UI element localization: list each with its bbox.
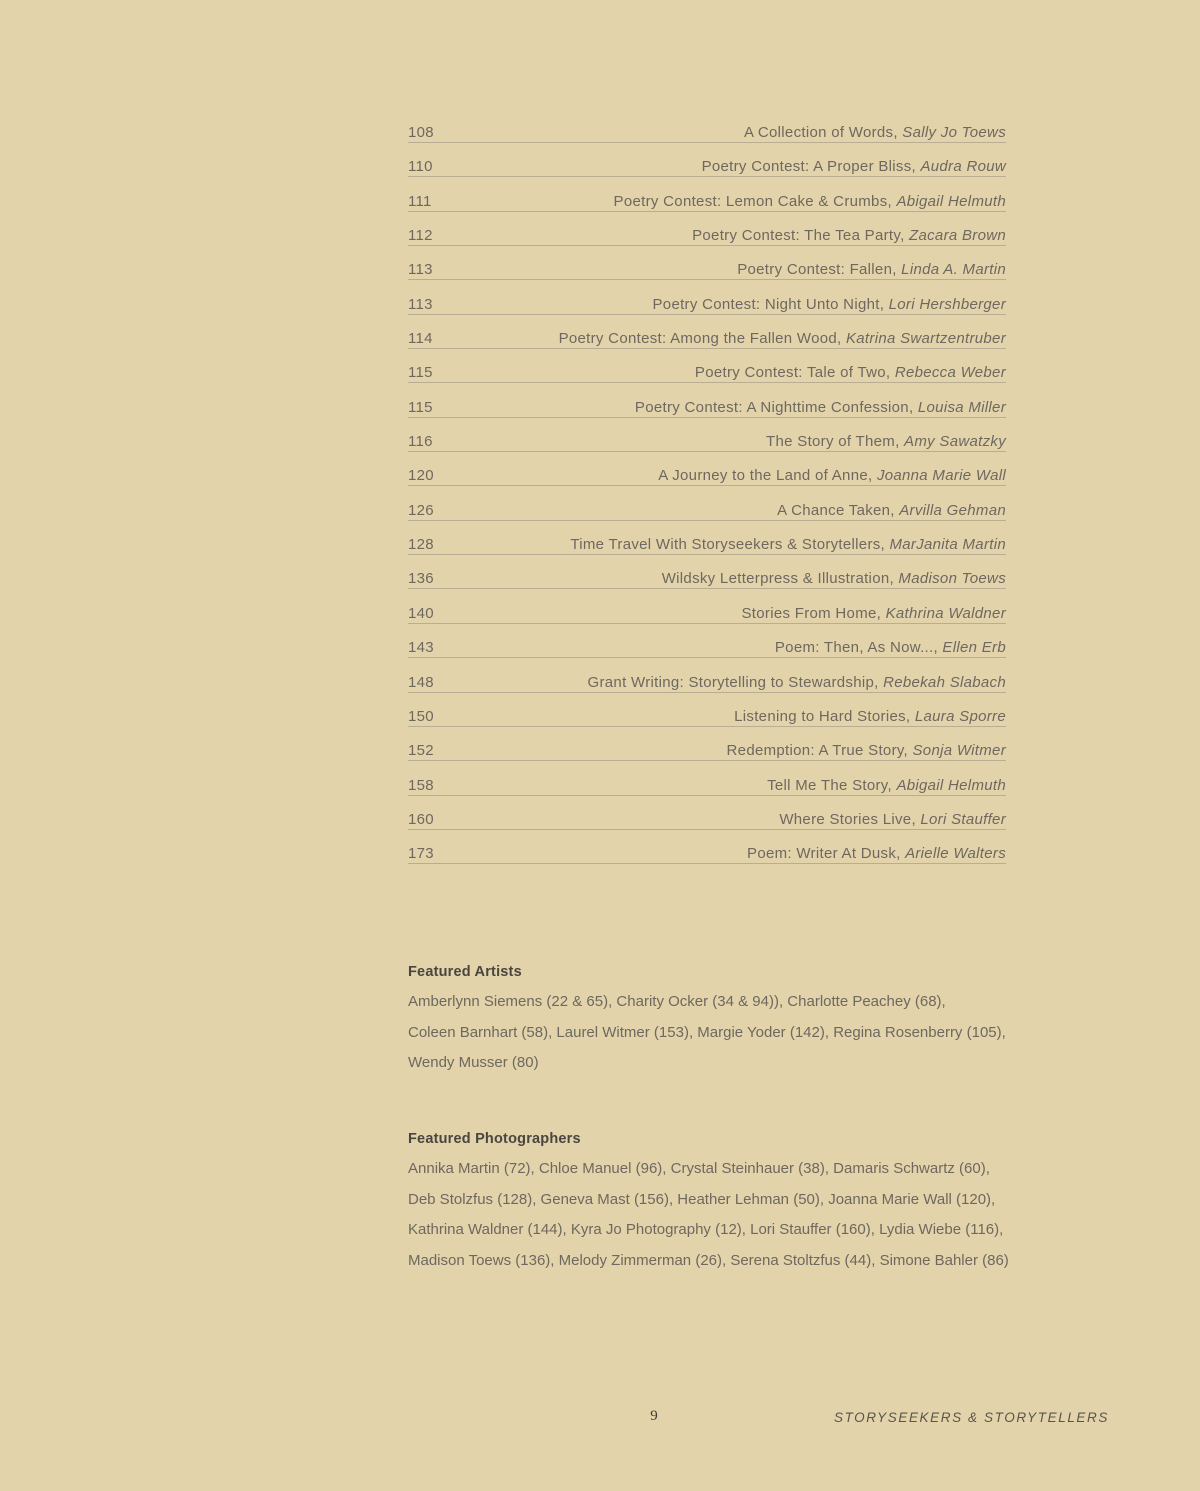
toc-entry	[559, 330, 1006, 348]
toc-divider	[408, 829, 1006, 830]
toc-page-number: 111	[408, 192, 432, 210]
toc-entry-title: Where Stories Live,	[779, 810, 916, 828]
toc-entry-title: Poem: Writer At Dusk,	[747, 845, 901, 863]
toc-entry	[702, 158, 1006, 176]
toc-entry-author: Rebecca Weber	[894, 364, 1006, 382]
toc-divider	[408, 451, 1006, 452]
featured-artists-section	[408, 962, 1028, 1079]
toc-page-number: 110	[408, 158, 433, 176]
toc-entry-title: The Story of Them,	[766, 433, 900, 451]
toc-row	[408, 288, 1006, 322]
toc-row	[408, 494, 1006, 528]
toc-divider	[408, 863, 1006, 864]
toc-entry-author: Madison Toews	[898, 570, 1006, 588]
toc-row	[408, 631, 1006, 665]
toc-entry-author: Laura Sporre	[914, 707, 1006, 725]
toc-page-number: 128	[408, 536, 434, 554]
toc-entry	[614, 193, 1006, 211]
toc-entry-title: Tell Me The Story,	[767, 776, 892, 794]
featured-artists-line: Amberlynn Siemens (22 & 65), Charity Ocker (34 & 94)), Charlotte Peachey (68),	[408, 993, 946, 1010]
toc-entry	[744, 124, 1006, 142]
featured-photographers-line: Annika Martin (72), Chloe Manuel (96), Crystal Steinhauer (38), Damaris Schwartz (60),	[408, 1160, 990, 1177]
toc-entry-title: Redemption: A True Story,	[726, 742, 909, 760]
toc-entry-title: Poetry Contest: Among the Fallen Wood,	[558, 330, 842, 348]
toc-entry	[767, 777, 1006, 795]
featured-artists-line: Coleen Barnhart (58), Laurel Witmer (153), Margie Yoder (142), Regina Rosenberry (105),	[408, 1023, 1006, 1041]
toc-entry-author: Katrina Swartzentruber	[845, 330, 1006, 348]
toc-divider	[408, 314, 1006, 315]
toc-entry	[653, 296, 1007, 314]
toc-entry	[588, 674, 1006, 692]
toc-entry	[766, 433, 1006, 451]
featured-photographers-line: Madison Toews (136), Melody Zimmerman (26), Serena Stoltzfus (44), Simone Bahler (86)	[408, 1251, 1009, 1269]
toc-page-number: 173	[408, 845, 434, 863]
toc-entry-author: Audra Rouw	[920, 158, 1006, 176]
toc-row	[408, 322, 1006, 356]
toc-entry-author: MarJanita Martin	[889, 536, 1006, 554]
toc-entry-title: Poetry Contest: Fallen,	[737, 261, 897, 279]
toc-page-number: 126	[408, 501, 434, 519]
toc-entry	[692, 227, 1006, 245]
featured-artists-heading: Featured Artists	[408, 964, 522, 980]
toc-divider	[408, 760, 1006, 761]
toc-row	[408, 700, 1006, 734]
toc-row	[408, 253, 1006, 287]
toc-entry-title: Wildsky Letterpress & Illustration,	[661, 570, 894, 588]
toc-row	[408, 185, 1006, 219]
toc-entry-title: Poetry Contest: The Tea Party,	[692, 227, 905, 245]
toc-entry-title: Time Travel With Storyseekers & Storytellers,	[570, 536, 886, 554]
toc-entry-title: Poetry Contest: Night Unto Night,	[652, 295, 885, 313]
toc-entry-author: Abigail Helmuth	[896, 192, 1006, 210]
featured-photographers-line: Deb Stolzfus (128), Geneva Mast (156), Heather Lehman (50), Joanna Marie Wall (120),	[408, 1190, 996, 1208]
toc-entry-author: Abigail Helmuth	[896, 776, 1006, 794]
toc-entry	[742, 605, 1007, 623]
toc-row	[408, 356, 1006, 390]
toc-page-number: 152	[408, 742, 434, 760]
toc-entry-author: Linda A. Martin	[901, 261, 1006, 279]
table-of-contents	[408, 116, 1006, 872]
toc-entry-title: Poetry Contest: Tale of Two,	[694, 364, 891, 382]
toc-row	[408, 391, 1006, 425]
featured-photographers-line: Kathrina Waldner (144), Kyra Jo Photography (12), Lori Stauffer (160), Lydia Wiebe (116),	[408, 1221, 1004, 1239]
toc-row	[408, 734, 1006, 768]
page-number: 9	[650, 1408, 658, 1424]
toc-page-number: 108	[408, 124, 434, 141]
toc-entry	[727, 742, 1006, 760]
featured-artists-line: Wendy Musser (80)	[408, 1054, 539, 1072]
toc-entry-author: Zacara Brown	[909, 227, 1006, 245]
toc-page-number: 140	[408, 604, 434, 622]
toc-entry	[570, 536, 1006, 554]
toc-row	[408, 425, 1006, 459]
toc-row	[408, 459, 1006, 493]
toc-row	[408, 562, 1006, 596]
toc-entry	[635, 399, 1006, 417]
toc-entry-title: Stories From Home,	[741, 604, 882, 622]
toc-row	[408, 803, 1006, 837]
toc-entry-title: Listening to Hard Stories,	[734, 707, 911, 725]
toc-row	[408, 219, 1006, 253]
toc-page-number: 113	[408, 261, 433, 279]
toc-entry	[734, 708, 1006, 726]
toc-divider	[408, 795, 1006, 796]
toc-page-number: 158	[408, 776, 434, 794]
toc-entry-author: Amy Sawatzky	[904, 433, 1006, 451]
toc-page-number: 115	[408, 398, 433, 416]
toc-entry-title: Poetry Contest: A Proper Bliss,	[701, 158, 916, 176]
toc-entry-author: Arielle Walters	[905, 845, 1006, 863]
toc-divider	[408, 348, 1006, 349]
toc-divider	[408, 142, 1006, 143]
toc-entry-title: A Journey to the Land of Anne,	[658, 467, 873, 485]
toc-entry-author: Louisa Miller	[917, 398, 1006, 416]
toc-entry-title: A Chance Taken,	[777, 501, 895, 519]
toc-entry	[777, 502, 1006, 520]
toc-entry-author: Lori Stauffer	[920, 810, 1006, 828]
toc-page-number: 150	[408, 707, 434, 725]
toc-entry-title: Grant Writing: Storytelling to Stewardship,	[587, 673, 879, 691]
toc-entry	[662, 570, 1006, 588]
running-title: STORYSEEKERS & STORYTELLERS	[833, 1410, 1109, 1425]
toc-entry-title: A Collection of Words,	[743, 124, 898, 141]
toc-divider	[408, 245, 1006, 246]
toc-row	[408, 528, 1006, 562]
toc-page-number: 114	[408, 330, 433, 348]
toc-entry-author: Kathrina Waldner	[885, 604, 1006, 622]
toc-row	[408, 116, 1006, 150]
toc-divider	[408, 692, 1006, 693]
toc-divider	[408, 520, 1006, 521]
featured-photographers-heading: Featured Photographers	[408, 1131, 581, 1147]
toc-row	[408, 666, 1006, 700]
toc-divider	[408, 382, 1006, 383]
toc-page-number: 143	[408, 639, 434, 657]
toc-divider	[408, 485, 1006, 486]
toc-entry	[695, 364, 1006, 382]
toc-page-number: 136	[408, 570, 434, 588]
toc-entry	[658, 467, 1006, 485]
toc-entry	[775, 639, 1006, 657]
toc-page-number: 112	[408, 227, 433, 245]
toc-entry	[747, 845, 1006, 863]
toc-entry-title: Poetry Contest: A Nighttime Confession,	[634, 398, 914, 416]
toc-page-number: 120	[408, 467, 434, 485]
toc-page-number: 113	[408, 295, 433, 313]
toc-entry-author: Sonja Witmer	[912, 742, 1006, 760]
toc-divider	[408, 211, 1006, 212]
toc-entry	[737, 261, 1006, 279]
toc-divider	[408, 726, 1006, 727]
toc-entry-author: Sally Jo Toews	[902, 124, 1006, 141]
toc-divider	[408, 176, 1006, 177]
toc-page-number: 115	[408, 364, 433, 382]
toc-divider	[408, 417, 1006, 418]
toc-entry-author: Joanna Marie Wall	[876, 467, 1006, 485]
toc-divider	[408, 279, 1006, 280]
toc-divider	[408, 623, 1006, 624]
toc-entry-author: Arvilla Gehman	[899, 501, 1006, 519]
toc-entry-title: Poetry Contest: Lemon Cake & Crumbs,	[613, 192, 892, 210]
toc-entry-author: Ellen Erb	[942, 639, 1006, 657]
toc-divider	[408, 657, 1006, 658]
toc-divider	[408, 588, 1006, 589]
toc-row	[408, 150, 1006, 184]
toc-row	[408, 769, 1006, 803]
toc-entry-author: Rebekah Slabach	[883, 673, 1006, 691]
toc-row	[408, 837, 1006, 871]
toc-entry	[779, 811, 1006, 829]
toc-page-number: 148	[408, 673, 434, 691]
toc-divider	[408, 554, 1006, 555]
toc-page-number: 160	[408, 810, 434, 828]
toc-entry-author: Lori Hershberger	[888, 295, 1006, 313]
toc-entry-title: Poem: Then, As Now...,	[774, 639, 938, 657]
toc-page-number: 116	[408, 433, 433, 451]
featured-photographers-section	[408, 1129, 1028, 1276]
toc-row	[408, 597, 1006, 631]
